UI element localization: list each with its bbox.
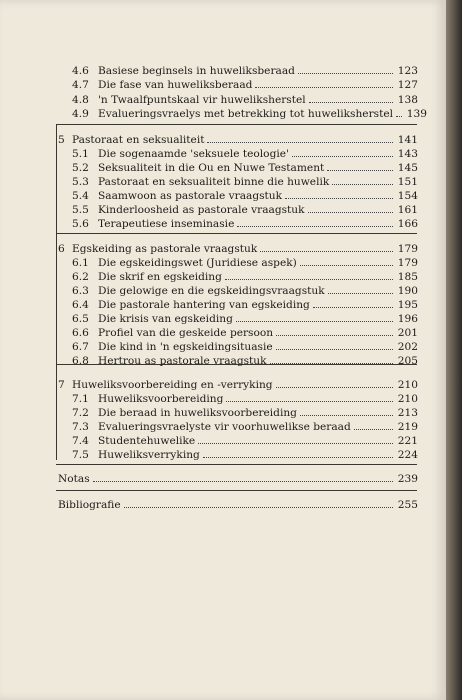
toc-entry-number: 6.6 [72, 327, 89, 339]
toc-leader-dots [292, 147, 393, 157]
toc-entry-number: 6.8 [72, 355, 89, 367]
toc-leader-dots [237, 217, 393, 227]
toc-entry-title: Saamwoon as pastorale vraagstuk [98, 190, 283, 202]
toc-entry[interactable] [58, 133, 418, 147]
toc-entry-title: Pastoraat en seksualiteit [72, 134, 205, 146]
toc-entry-title: Die kind in 'n egskeidingsituasie [98, 341, 273, 353]
toc-entry-number: 5.5 [72, 204, 89, 216]
toc-leader-dots [124, 498, 393, 508]
toc-leader-dots [260, 242, 393, 252]
toc-leader-dots [332, 175, 393, 185]
toc-entry[interactable] [72, 203, 418, 217]
toc-page-number: 141 [397, 134, 418, 146]
toc-entry-number: 6.1 [72, 257, 89, 269]
toc-entry[interactable] [72, 175, 418, 189]
toc-page-number: 123 [397, 65, 418, 77]
toc-entry[interactable] [72, 78, 418, 92]
toc-entry-title: Die beraad in huweliksvoorbereiding [98, 407, 297, 419]
section-vrule [56, 233, 57, 364]
toc-entry-number: 7.3 [72, 421, 89, 433]
toc-entry[interactable] [72, 434, 418, 448]
toc-entry-title: Die krisis van egskeiding [98, 313, 233, 325]
toc-entry-title: 'n Twaalfpuntskaal vir huweliksherstel [98, 94, 306, 106]
toc-page-number: 219 [397, 421, 418, 433]
toc-entry[interactable] [72, 448, 418, 462]
toc-page-number: 127 [397, 79, 418, 91]
toc-page-number: 145 [397, 162, 418, 174]
toc-leader-dots [313, 298, 393, 308]
toc-entry[interactable] [58, 378, 418, 392]
toc-entry[interactable] [72, 64, 418, 78]
toc-entry-number: 6 [58, 243, 65, 255]
toc-page-number: 185 [397, 271, 418, 283]
section-vrule [56, 364, 57, 460]
toc-leader-dots [285, 189, 393, 199]
toc-entry-title: Die skrif en egskeiding [98, 271, 222, 283]
toc-entry[interactable] [72, 270, 418, 284]
toc-page-number: 195 [397, 299, 418, 311]
toc-entry[interactable] [72, 107, 427, 121]
toc-leader-dots [327, 161, 393, 171]
section-rule [56, 233, 417, 234]
toc-page-number: 202 [397, 341, 418, 353]
toc-page-number: 154 [397, 190, 418, 202]
toc-entry-title: Pastoraat en seksualiteit binne die huwelik [98, 176, 330, 188]
toc-leader-dots [198, 434, 393, 444]
toc-page-number: 179 [397, 257, 418, 269]
toc-leader-dots [308, 203, 393, 213]
toc-entry-title: Die sogenaamde 'seksuele teologie' [98, 148, 289, 160]
toc-entry[interactable] [72, 298, 418, 312]
section-rule [56, 124, 417, 125]
section-vrule [56, 124, 57, 233]
toc-page-number: 213 [397, 407, 418, 419]
toc-entry[interactable] [72, 340, 418, 354]
toc-page-number: 179 [397, 243, 418, 255]
toc-entry[interactable] [72, 93, 418, 107]
toc-entry-number: 6.7 [72, 341, 89, 353]
toc-page-number: 138 [397, 94, 418, 106]
toc-entry-title: Evalueringsvraelyste vir voorhuwelikse beraad [98, 421, 351, 433]
toc-page-number: 201 [397, 327, 418, 339]
toc-leader-dots [225, 270, 393, 280]
toc-entry-number: 5.1 [72, 148, 89, 160]
toc-entry-number: 7 [58, 379, 65, 391]
toc-entry[interactable] [72, 392, 418, 406]
toc-entry-number: 6.4 [72, 299, 89, 311]
toc-entry-title: Terapeutiese inseminasie [98, 218, 235, 230]
toc-entry-number: 5.4 [72, 190, 89, 202]
toc-entry[interactable] [72, 312, 418, 326]
toc-entry-number: 4.9 [72, 108, 89, 120]
toc-page-number: 161 [397, 204, 418, 216]
toc-leader-dots [276, 378, 393, 388]
toc-entry[interactable] [72, 256, 418, 270]
toc-page-number: 239 [397, 473, 418, 485]
toc-entry-title: Bibliografie [58, 499, 121, 511]
toc-entry-number: 7.4 [72, 435, 89, 447]
toc-leader-dots [255, 78, 393, 88]
toc-entry[interactable] [72, 189, 418, 203]
toc-page-number: 205 [397, 355, 418, 367]
toc-page-number: 210 [397, 379, 418, 391]
toc-entry-title: Huweliksvoorbereiding en -verryking [72, 379, 273, 391]
toc-entry[interactable] [58, 472, 418, 486]
toc-entry-number: 4.8 [72, 94, 89, 106]
toc-entry-number: 5.2 [72, 162, 89, 174]
toc-entry-number: 6.2 [72, 271, 89, 283]
toc-entry-title: Egskeiding as pastorale vraagstuk [72, 243, 258, 255]
section-rule [56, 490, 417, 491]
toc-page-number: 221 [397, 435, 418, 447]
toc-entry-number: 4.6 [72, 65, 89, 77]
toc-entry[interactable] [72, 406, 418, 420]
toc-entry-title: Basiese beginsels in huweliksberaad [98, 65, 295, 77]
toc-page-number: 210 [397, 393, 418, 405]
toc-entry-title: Kinderloosheid as pastorale vraagstuk [98, 204, 305, 216]
toc-page-number: 151 [397, 176, 418, 188]
toc-leader-dots [93, 472, 393, 482]
toc-leader-dots [298, 64, 393, 74]
toc-leader-dots [396, 107, 402, 117]
toc-leader-dots [309, 93, 393, 103]
toc-page-number: 143 [397, 148, 418, 160]
page-edge [446, 0, 462, 700]
toc-page-number: 224 [397, 449, 418, 461]
toc-leader-dots [236, 312, 393, 322]
toc-entry-number: 5.3 [72, 176, 89, 188]
toc-entry-title: Studentehuwelike [98, 435, 196, 447]
toc-entry-title: Die pastorale hantering van egskeiding [98, 299, 310, 311]
toc-entry[interactable] [72, 354, 418, 368]
toc-entry-number: 7.5 [72, 449, 89, 461]
toc-entry[interactable] [72, 284, 418, 298]
toc-entry-number: 6.3 [72, 285, 89, 297]
toc-entry-title: Seksualiteit in die Ou en Nuwe Testament [98, 162, 325, 174]
toc-entry-number: 5.6 [72, 218, 89, 230]
toc-entry-title: Die gelowige en die egskeidingsvraagstuk [98, 285, 325, 297]
toc-page-number: 190 [397, 285, 418, 297]
toc-entry-title: Die egskeidingswet (Juridiese aspek) [98, 257, 297, 269]
toc-leader-dots [354, 420, 393, 430]
toc-entry-title: Huweliksvoorbereiding [98, 393, 224, 405]
toc-entry-number: 7.2 [72, 407, 89, 419]
toc-entry[interactable] [72, 147, 418, 161]
toc-entry-title: Notas [58, 473, 90, 485]
toc-entry-number: 5 [58, 134, 65, 146]
toc-entry-title: Evalueringsvraelys met betrekking tot huweliksherstel [98, 108, 393, 120]
toc-entry-title: Die fase van huweliksberaad [98, 79, 253, 91]
toc-entry[interactable] [72, 217, 418, 231]
section-rule [56, 464, 417, 465]
toc-entry-number: 4.7 [72, 79, 89, 91]
toc-entry-number: 6.5 [72, 313, 89, 325]
toc-entry-title: Huweliksverryking [98, 449, 200, 461]
toc-leader-dots [328, 284, 393, 294]
toc-entry[interactable] [58, 498, 418, 512]
toc-entry-title: Hertrou as pastorale vraagstuk [98, 355, 267, 367]
toc-leader-dots [276, 326, 393, 336]
toc-entry[interactable] [72, 420, 418, 434]
toc-leader-dots [203, 448, 393, 458]
toc-leader-dots [207, 133, 393, 143]
toc-leader-dots [270, 354, 393, 364]
toc-entry[interactable] [58, 242, 418, 256]
toc-entry[interactable] [72, 326, 418, 340]
toc-entry-number: 7.1 [72, 393, 89, 405]
toc-leader-dots [300, 256, 393, 266]
toc-leader-dots [276, 340, 393, 350]
toc-page-number: 139 [406, 108, 427, 120]
toc-page-number: 166 [397, 218, 418, 230]
toc-entry-title: Profiel van die geskeide persoon [98, 327, 274, 339]
toc-page-number: 196 [397, 313, 418, 325]
toc-leader-dots [300, 406, 393, 416]
toc-page-number: 255 [397, 499, 418, 511]
toc-entry[interactable] [72, 161, 418, 175]
toc-leader-dots [226, 392, 393, 402]
